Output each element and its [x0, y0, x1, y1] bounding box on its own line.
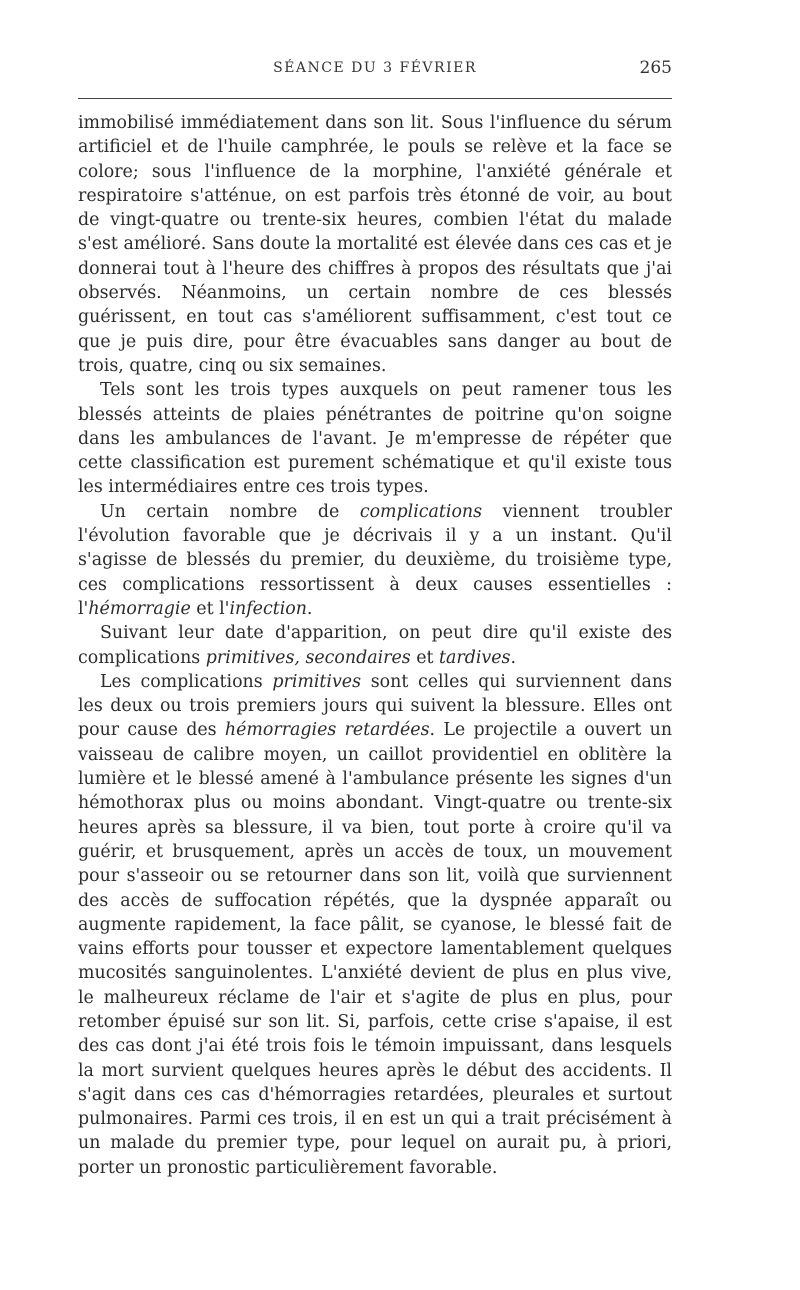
italic-text: complications — [359, 501, 483, 522]
paragraph — [78, 670, 672, 1180]
header-rule — [78, 98, 672, 99]
italic-text: primitives — [272, 671, 362, 692]
running-title: SÉANCE DU 3 FÉVRIER — [273, 60, 477, 76]
italic-text: tardives — [439, 647, 511, 668]
paragraph-text: viennent troubler l'évolution favorable que je décrivais il y a un instant. Qu'il s'agisse de blessés du premier, du deuxième, du troisième type, ces complications ressortissent à deux causes essentielles : l' — [78, 501, 672, 619]
paragraph — [78, 621, 672, 670]
paragraph-text: et l' — [190, 598, 230, 619]
paragraph-text: . — [306, 598, 313, 619]
paragraph-text: sont celles qui surviennent dans les deux ou trois premiers jours qui suivent la blessure. Elles ont pour cause des — [78, 671, 672, 741]
italic-text: hémorragie — [88, 598, 191, 619]
italic-text: hémorragies retardées — [224, 720, 430, 741]
running-head — [78, 60, 672, 84]
paragraph — [78, 378, 672, 499]
paragraph-text: Tels sont les trois types auxquels on peut ramener tous les blessés atteints de plaies pénétrantes de poitrine qu'on soigne dans les ambulances de l'avant. Je m'empresse de répéter que cette classification est purement schématique et qu'il existe tous les intermédiaires entre ces trois types. — [78, 380, 672, 498]
paragraph-text: Un certain nombre de — [100, 501, 360, 522]
paragraph — [78, 500, 672, 621]
paragraph-text: . — [510, 647, 516, 668]
paragraph-text: . Le projectile a ouvert un vaisseau de calibre moyen, un caillot providentiel en oblitère la lumière et le blessé amené à l'ambulance présente les signes d'un hémothorax plus ou moins abondant. Vingt-quatre ou trente-six heures après sa blessure, il va bien, tout porte à croire qu'il va guérir, et brusquement, après un accès de toux, un mouvement pour s'asseoir ou se retourner dans son lit, voilà que surviennent des accès de suffocation répétés, que la dyspnée apparaît ou augmente rapidement, la face pâlit, se cyanose, le blessé fait de vains efforts pour tousser et expectore lamentablement quelques mucosités sanguinolentes. L'anxiété devient de plus en plus vive, le malheureux réclame de l'air et s'agite de plus en plus, pour retomber épuisé sur son lit. Si, parfois, cette crise s'apaise, il est des cas dont j'ai été trois fois le témoin impuissant, dans lesquels la mort survient quelques heures après le début des accidents. Il s'agit dans ces cas d'hémorragies retardées, pleurales et surtout pulmonaires. Parmi ces trois, il en est un qui a trait précisément à un malade du premier type, pour lequel on aurait pu, à priori, porter un pronostic particulièrement favorable. — [78, 720, 673, 1178]
paragraph-text: Les complications — [100, 671, 273, 692]
page-number: 265 — [639, 58, 672, 78]
paragraph-text: et — [410, 647, 440, 668]
paragraph-text: Suivant leur date d'apparition, on peut dire qu'il existe des complications — [78, 623, 672, 668]
italic-text: primitives, secondaires — [205, 647, 411, 668]
italic-text: infection — [229, 598, 307, 619]
paragraph-text: immobilisé immédiatement dans son lit. Sous l'influence du sérum artificiel et de l'huile camphrée, le pouls se relève et la face se colore; sous l'influence de la morphine, l'anxiété générale et respiratoire s'atténue, on est parfois très étonné de voir, au bout de vingt-quatre ou trente-six heures, combien l'état du malade s'est amélioré. Sans doute la mortalité est élevée dans ces cas et je donnerai tout à l'heure des chiffres à propos des résultats que j'ai observés. Néanmoins, un certain nombre de ces blessés guérissent, en tout cas s'améliorent suffisamment, c'est tout ce que je puis dire, pour être évacuables sans danger au bout de trois, quatre, cinq ou six semaines. — [78, 113, 672, 376]
paragraph — [78, 111, 672, 378]
body-text — [78, 111, 672, 1180]
